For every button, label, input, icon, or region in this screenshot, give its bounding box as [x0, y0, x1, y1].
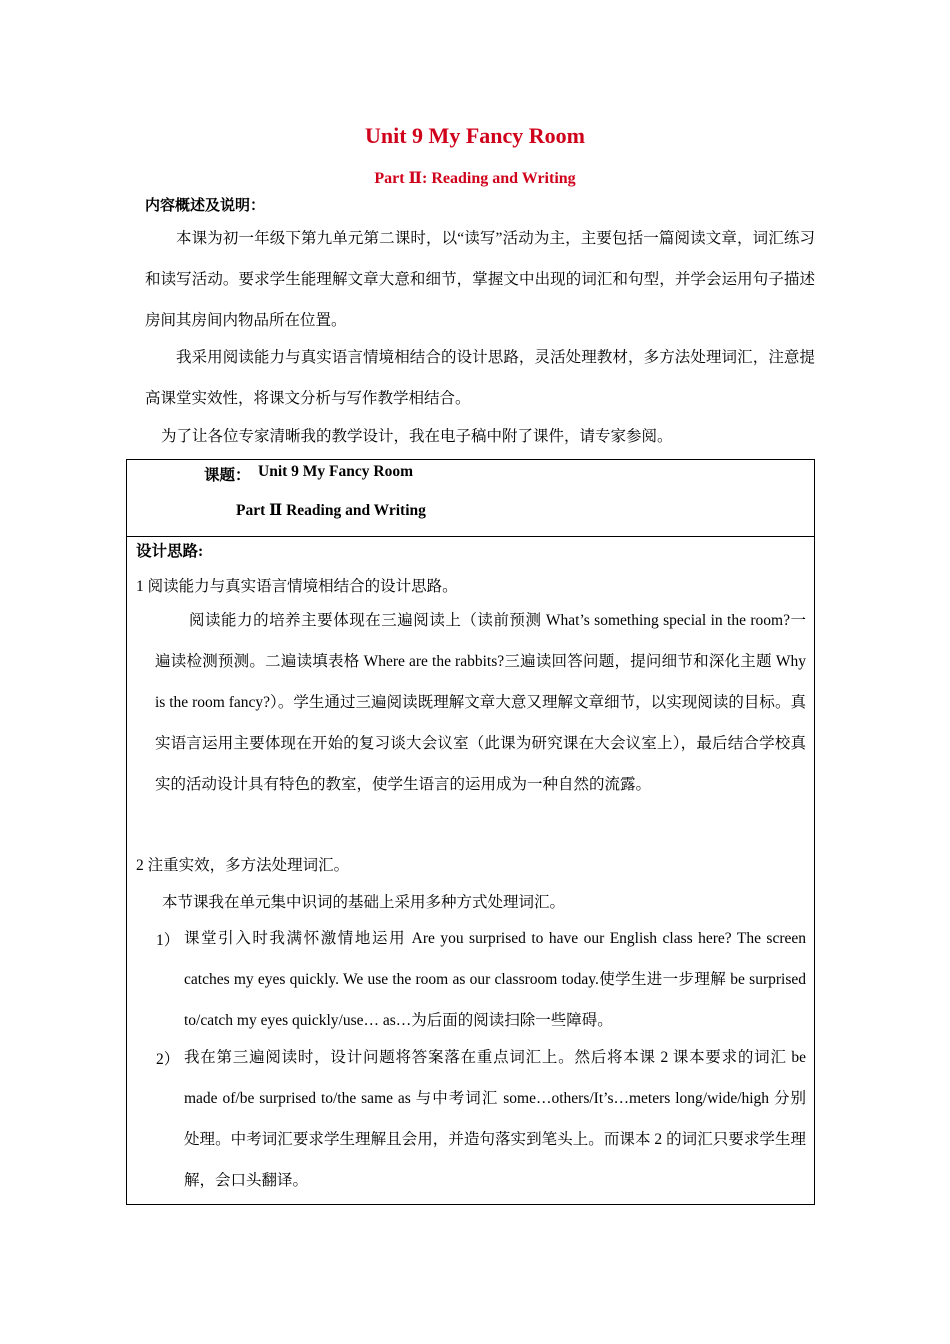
- design-point-1-body: 阅读能力的培养主要体现在三遍阅读上（读前预测 What’s something special in the room?一遍读检测预测。二遍读填表格 Where are the rabbits?三遍读回答问题，提问细节和深化主题 Why is the room fancy?）。学生通过三遍阅读既理解文章大意又理解文章细节，以实现阅读的目标。真实语言运用主要体现在开始的复习谈大会议室（此课为研究课在大会议室上），最后结合学校真实的活动设计具有特色的教室，使学生语言的运用成为一种自然的流露。: [155, 612, 806, 793]
- table-divider: [127, 536, 814, 537]
- design-point-1: 1 阅读能力与真实语言情境相结合的设计思路。: [136, 578, 458, 595]
- topic-label: 课题：: [204, 467, 251, 484]
- overview-paragraph-3: 为了让各位专家清晰我的教学设计，我在电子稿中附了课件，请专家参阅。: [161, 428, 673, 445]
- overview-heading: 内容概述及说明：: [145, 198, 266, 214]
- document-subtitle: Part Ⅱ: Reading and Writing: [374, 170, 576, 187]
- list-item-1-number: 1）: [156, 932, 180, 949]
- list-item-2-number: 2）: [156, 1051, 180, 1068]
- list-item-2-body: 我在第三遍阅读时，设计问题将答案落在重点词汇上。然后将本课 2 课本要求的词汇 be made of/be surprised to/the same as 与中考词汇 some…others/It’s…meters long/wide/high 分别处理。中考词汇要求学生理解且会用，并造句落实到笔头上。而课本 2 的词汇只要求学生理解，会口头翻译。: [184, 1049, 806, 1189]
- lesson-design-table: [126, 459, 815, 1205]
- design-point-2-intro: 本节课我在单元集中识词的基础上采用多种方式处理词汇。: [162, 894, 566, 911]
- overview-paragraph-1: 本课为初一年级下第九单元第二课时，以“读写”活动为主，主要包括一篇阅读文章，词汇练习和读写活动。要求学生能理解文章大意和细节，掌握文中出现的词汇和句型，并学会运用句子描述房间其房间内物品所在位置。: [145, 230, 815, 329]
- overview-paragraph-2: 我采用阅读能力与真实语言情境相结合的设计思路，灵活处理教材，多方法处理词汇，注意提高课堂实效性，将课文分析与写作教学相结合。: [145, 349, 815, 407]
- topic-title: Unit 9 My Fancy Room: [258, 463, 413, 480]
- design-point-2: 2 注重实效，多方法处理词汇。: [136, 857, 350, 874]
- topic-part: Part Ⅱ Reading and Writing: [236, 502, 426, 519]
- document-title: Unit 9 My Fancy Room: [365, 123, 585, 148]
- list-item-1-body: 课堂引入时我满怀激情地运用 Are you surprised to have our English class here? The screen catches my eyes quickly. We use the room as our classroom today.使学生进一步理解 be surprised to/catch my eyes quickly/use… as…为后面的阅读扫除一些障碍。: [184, 930, 806, 1029]
- design-heading: 设计思路:: [136, 543, 204, 560]
